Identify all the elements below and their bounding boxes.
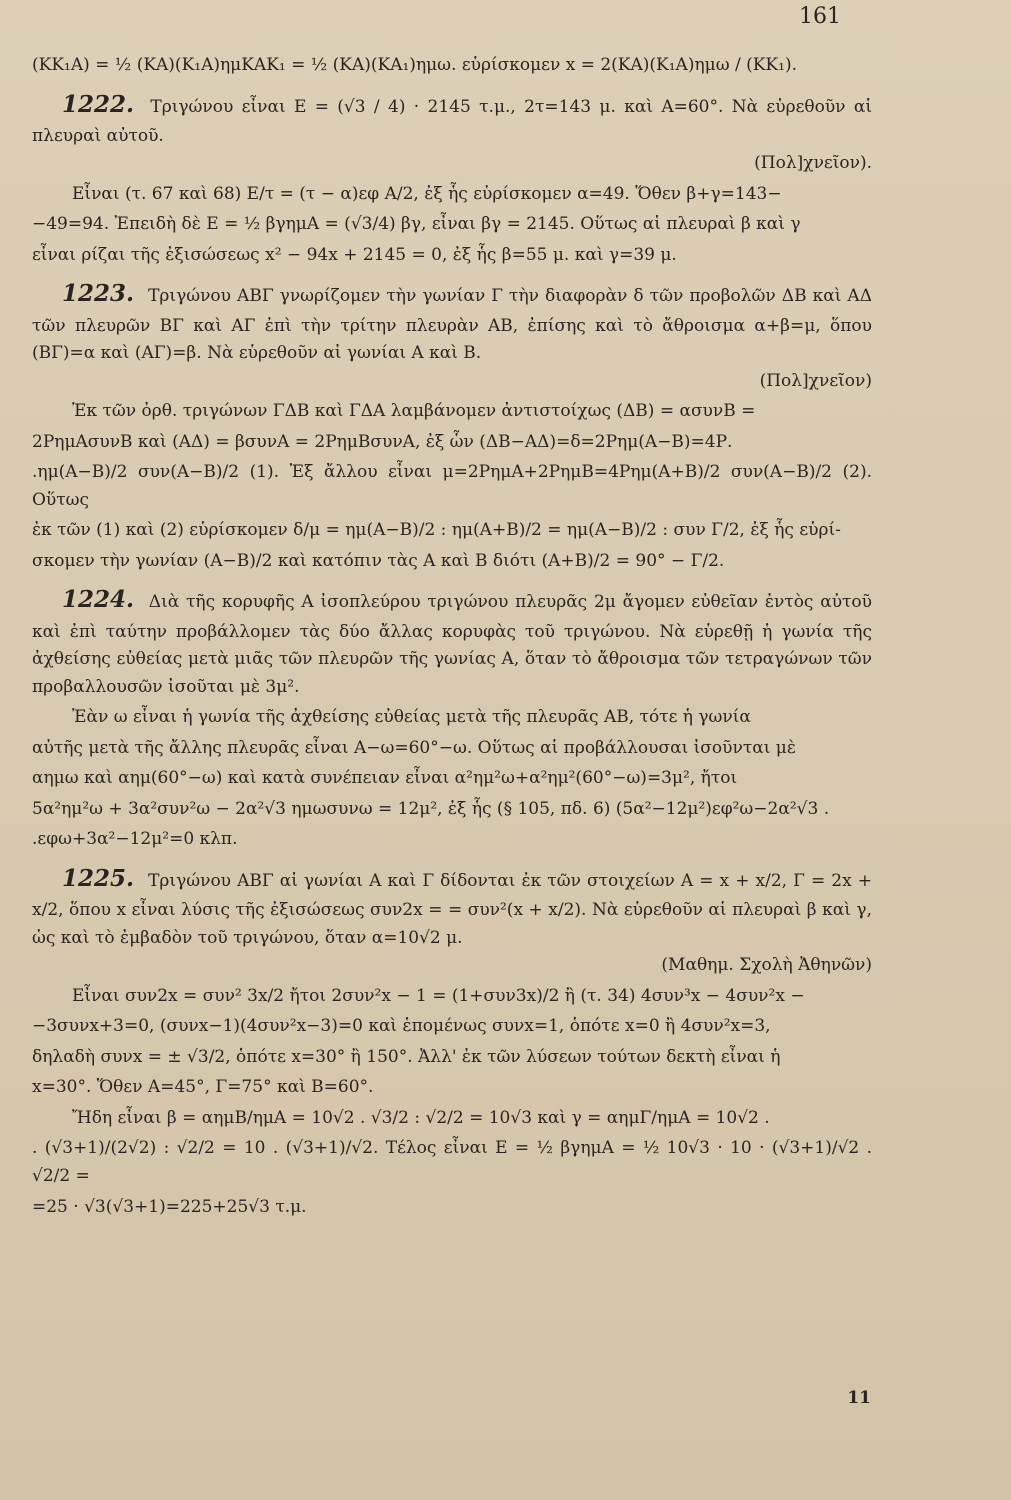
problem-1225 [32, 860, 872, 1221]
solution-line: αημω καὶ αημ(60°−ω) καὶ κατὰ συνέπειαν εἶναι α²ημ²ω+α²ημ²(60°−ω)=3μ², ἤτοι [32, 768, 738, 789]
problem-statement: Τριγώνου ΑΒΓ αἱ γωνίαι Α καὶ Γ δίδονται ἐκ τῶν στοιχείων Α = x + x/2, Γ = 2x + x/2, ὅπου x εἶναι λύσις τῆς ἐξισώσεως συν2x = = συν²(x + x/2). Νὰ εὑρεθοῦν αἱ πλευραὶ β καὶ γ, ὡς καὶ τὸ ἐμβαδὸν τοῦ τριγώνου, ὅταν α=10√2 μ. [32, 870, 872, 948]
problem-1224 [32, 581, 872, 854]
solution-line: 5α²ημ²ω + 3α²συν²ω − 2α²√3 ημωσυνω = 12μ², ἐξ ἧς (§ 105, πδ. 6) (5α²−12μ²)εφ²ω−2α²√3 . [32, 798, 830, 819]
page-number: 161 [799, 4, 841, 29]
problem-source: (Πολ]χνεῖον) [759, 370, 872, 391]
page-body [32, 52, 872, 1224]
solution-line: .ημ(Α−Β)/2 συν(Α−Β)/2 (1). Ἐξ ἄλλου εἶναι μ=2ΡημΑ+2ΡημΒ=4Ρημ(Α+Β)/2 συν(Α−Β)/2 (2). Οὕτως [32, 462, 872, 510]
solution-line: =25 · √3(√3+1)=225+25√3 τ.μ. [32, 1196, 307, 1217]
solution-line: x=30°. Ὅθεν Α=45°, Γ=75° καὶ Β=60°. [32, 1077, 374, 1098]
solution-line: Εἶναι (τ. 67 καὶ 68) Ε/τ = (τ − α)εφ Α/2, ἐξ ἧς εὑρίσκομεν α=49. Ὅθεν β+γ=143− [72, 183, 782, 204]
solution-line: εἶναι ρίζαι τῆς ἐξισώσεως x² − 94x + 2145 = 0, ἐξ ἧς β=55 μ. καὶ γ=39 μ. [32, 244, 677, 265]
problem-number: 1224. [62, 586, 135, 614]
solution-line: Εἶναι συν2x = συν² 3x/2 ἤτοι 2συν²x − 1 = (1+συν3x)/2 ἢ (τ. 34) 4συν³x − 4συν²x − [72, 985, 805, 1006]
problem-source: (Μαθημ. Σχολὴ Ἀθηνῶν) [661, 955, 872, 976]
problem-number: 1225. [62, 864, 135, 892]
problem-statement: Διὰ τῆς κορυφῆς Α ἰσοπλεύρου τριγώνου πλευρᾶς 2μ ἄγομεν εὐθεῖαν ἐντὸς αὐτοῦ καὶ ἐπὶ ταύτην προβάλλομεν τὰς δύο ἄλλας κορυφὰς τοῦ τριγώνου. Νὰ εὑρεθῇ ἡ γωνία τῆς ἀχθείσης εὐθείας μετὰ μιᾶς τῶν πλευρῶν τῆς γωνίας Α, ὅταν τὸ ἄθροισμα τῶν τετραγώνων τῶν προβαλλουσῶν ἰσοῦται μὲ 3μ². [32, 592, 873, 697]
solution-line: −49=94. Ἐπειδὴ δὲ Ε = ½ βγημΑ = (√3/4) βγ, εἶναι βγ = 2145. Οὕτως αἱ πλευραὶ β καὶ γ [32, 214, 801, 235]
solution-line: Ἐὰν ω εἶναι ἡ γωνία τῆς ἀχθείσης εὐθείας μετὰ τῆς πλευρᾶς ΑΒ, τότε ἡ γωνία [72, 707, 751, 728]
solution-line: .εφω+3α²−12μ²=0 κλπ. [32, 829, 238, 850]
problem-statement: Τριγώνου ΑΒΓ γνωρίζομεν τὴν γωνίαν Γ τὴν διαφορὰν δ τῶν προβολῶν ΔΒ καὶ ΑΔ τῶν πλευρῶν ΒΓ καὶ ΑΓ ἐπὶ τὴν τρίτην πλευρὰν ΑΒ, ἐπίσης καὶ τὸ ἄθροισμα α+β=μ, ὅπου (ΒΓ)=α καὶ (ΑΓ)=β. Νὰ εὑρεθοῦν αἱ γωνίαι Α καὶ Β. [32, 286, 872, 364]
solution-line: Ἐκ τῶν ὀρθ. τριγώνων ΓΔΒ καὶ ΓΔΑ λαμβάνομεν ἀντιστοίχως (ΔΒ) = ασυνΒ = [72, 401, 756, 422]
solution-line: . (√3+1)/(2√2) : √2/2 = 10 . (√3+1)/√2. Τέλος εἶναι Ε = ½ βγημΑ = ½ 10√3 · 10 · (√3+1)/√2 . √2/2 = [32, 1138, 872, 1186]
problem-1223 [32, 275, 872, 575]
solution-line: 2ΡημΑσυνΒ καὶ (ΑΔ) = βσυνΑ = 2ΡημΒσυνΑ, ἐξ ὧν (ΔΒ−ΑΔ)=δ=2Ρημ(Α−Β)=4Ρ. [32, 431, 733, 452]
problem-1222 [32, 86, 872, 270]
solution-line: σκομεν τὴν γωνίαν (Α−Β)/2 καὶ κατόπιν τὰς Α καὶ Β διότι (Α+Β)/2 = 90° − Γ/2. [32, 550, 725, 571]
solution-line: −3συνx+3=0, (συνx−1)(4συν²x−3)=0 καὶ ἑπομένως συνx=1, ὁπότε x=0 ἢ 4συν²x=3, [32, 1016, 771, 1037]
solution-line: ἐκ τῶν (1) καὶ (2) εὑρίσκομεν δ/μ = ημ(Α−Β)/2 : ημ(Α+Β)/2 = ημ(Α−Β)/2 : συν Γ/2, ἐξ ἧς εὑρί- [32, 520, 841, 541]
problem-statement: Τριγώνου εἶναι Ε = (√3 / 4) · 2145 τ.μ., 2τ=143 μ. καὶ Α=60°. Νὰ εὑρεθοῦν αἱ πλευραὶ αὐτοῦ. [32, 96, 873, 146]
text-line: (ΚΚ₁Α) = ½ (ΚΑ)(Κ₁Α)ημΚΑΚ₁ = ½ (ΚΑ)(ΚΑ₁)ημω. εὑρίσκομεν x = 2(ΚΑ)(Κ₁Α)ημω / (ΚΚ₁). [32, 55, 797, 75]
signature-mark: 11 [847, 1388, 871, 1408]
problem-number: 1222. [62, 90, 135, 118]
problem-source: (Πολ]χνεῖον). [754, 153, 872, 174]
solution-line: αὐτῆς μετὰ τῆς ἄλλης πλευρᾶς εἶναι Α−ω=60°−ω. Οὕτως αἱ προβάλλουσαι ἰσοῦνται μὲ [32, 737, 796, 758]
problem-number: 1223. [62, 280, 135, 308]
solution-line: δηλαδὴ συνx = ± √3/2, ὁπότε x=30° ἢ 150°. Ἀλλ' ἐκ τῶν λύσεων τούτων δεκτὴ εἶναι ἡ [32, 1046, 781, 1067]
solution-line: Ἤδη εἶναι β = αημΒ/ημΑ = 10√2 . √3/2 : √2/2 = 10√3 καὶ γ = αημΓ/ημΑ = 10√2 . [72, 1107, 770, 1128]
